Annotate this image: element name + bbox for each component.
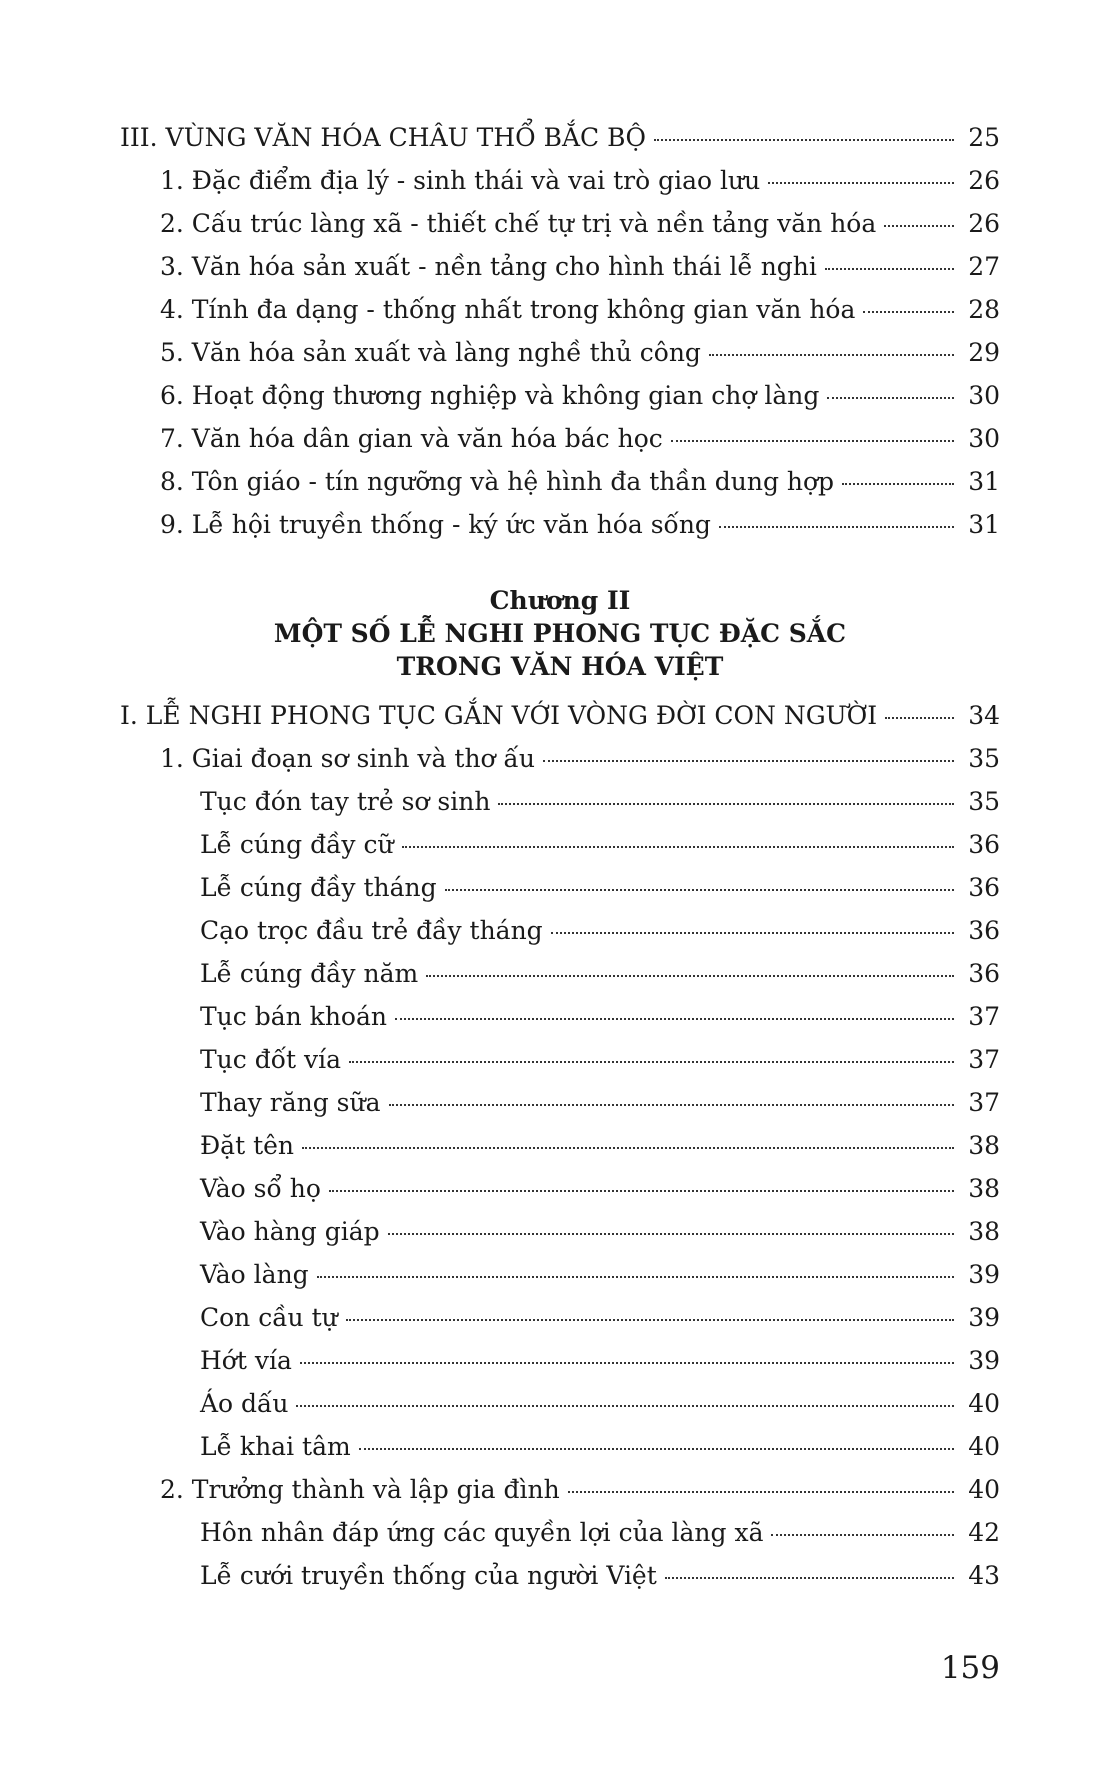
toc-entry-title: III. VÙNG VĂN HÓA CHÂU THỔ BẮC BỘ	[120, 123, 646, 152]
toc-entry-page: 26	[968, 209, 1000, 238]
toc-entry	[120, 159, 1000, 202]
toc-dot-leader	[654, 138, 954, 141]
toc-entry-title: Vào hàng giáp	[200, 1217, 380, 1246]
toc-entry	[120, 202, 1000, 245]
toc-entry-title: Vào làng	[200, 1260, 309, 1289]
toc-dot-leader	[395, 1017, 954, 1020]
toc-entry-page: 31	[968, 467, 1000, 496]
toc-entry-title: Lễ khai tâm	[200, 1432, 351, 1461]
toc-entry-title: Tục bán khoán	[200, 1002, 387, 1031]
toc-entry	[120, 694, 1000, 737]
toc-entry	[120, 1511, 1000, 1554]
toc-entry-title: 7. Văn hóa dân gian và văn hóa bác học	[160, 424, 663, 453]
toc-entry-page: 39	[968, 1260, 1000, 1289]
toc-entry-page: 37	[968, 1002, 1000, 1031]
toc-entry-page: 30	[968, 424, 1000, 453]
chapter-title-line-2: TRONG VĂN HÓA VIỆT	[396, 652, 724, 681]
toc-entry-title: Đặt tên	[200, 1131, 295, 1160]
toc-dot-leader	[389, 1103, 955, 1106]
toc-entry-title: 3. Văn hóa sản xuất - nền tảng cho hình thái lễ nghi	[160, 252, 817, 281]
toc-entry-title: Thay răng sữa	[200, 1088, 381, 1117]
toc-dot-leader	[388, 1232, 954, 1235]
toc-entry-page: 39	[968, 1303, 1000, 1332]
toc-entry-page: 36	[968, 959, 1000, 988]
toc-dot-leader	[885, 716, 954, 719]
toc-entry	[120, 1554, 1000, 1597]
toc-entry-page: 28	[968, 295, 1000, 324]
toc-entry-page: 43	[968, 1561, 1000, 1590]
toc-dot-leader	[568, 1490, 954, 1493]
toc-dot-leader	[402, 845, 954, 848]
toc-entry-title: Cạo trọc đầu trẻ đầy tháng	[200, 916, 543, 945]
toc-dot-leader	[863, 310, 954, 313]
toc-dot-leader	[317, 1275, 954, 1278]
toc-entry-page: 29	[968, 338, 1000, 367]
toc-entry-title: 1. Đặc điểm địa lý - sinh thái và vai trò giao lưu	[160, 166, 761, 195]
toc-dot-leader	[445, 888, 954, 891]
toc-dot-leader	[359, 1447, 954, 1450]
toc-dot-leader	[498, 802, 954, 805]
toc-entry-title: Lễ cúng đầy tháng	[200, 873, 437, 902]
toc-entry	[120, 909, 1000, 952]
toc-entry-title: 1. Giai đoạn sơ sinh và thơ ấu	[160, 744, 535, 773]
toc-entry-page: 26	[968, 166, 1000, 195]
toc-entry	[120, 503, 1000, 546]
toc-entry	[120, 116, 1000, 159]
toc-dot-leader	[719, 525, 954, 528]
toc-entry	[120, 1253, 1000, 1296]
toc-entry-page: 35	[968, 787, 1000, 816]
toc-entry	[120, 1339, 1000, 1382]
toc-entry	[120, 780, 1000, 823]
toc-dot-leader	[349, 1060, 954, 1063]
toc-dot-leader	[346, 1318, 954, 1321]
toc-dot-leader	[665, 1576, 954, 1579]
toc-entry-title: Hôn nhân đáp ứng các quyền lợi của làng xã	[200, 1518, 764, 1547]
toc-entry-title: Lễ cúng đầy năm	[200, 959, 419, 988]
toc-dot-leader	[543, 759, 954, 762]
toc-entry-page: 36	[968, 873, 1000, 902]
toc-entry-title: Lễ cúng đầy cữ	[200, 830, 394, 859]
toc-entry	[120, 952, 1000, 995]
toc-entry	[120, 288, 1000, 331]
toc-entry	[120, 1210, 1000, 1253]
toc-dot-leader	[302, 1146, 954, 1149]
toc-entry	[120, 1081, 1000, 1124]
toc-dot-leader	[827, 396, 954, 399]
toc-entry-page: 31	[968, 510, 1000, 539]
toc-entry-page: 42	[968, 1518, 1000, 1547]
toc-entry-page: 36	[968, 916, 1000, 945]
toc-entry-page: 37	[968, 1045, 1000, 1074]
toc-entry-page: 27	[968, 252, 1000, 281]
toc-entry	[120, 245, 1000, 288]
toc-entry-title: 2. Trưởng thành và lập gia đình	[160, 1475, 560, 1504]
toc-entry-title: Tục đốt vía	[200, 1045, 342, 1074]
toc-entry	[120, 1468, 1000, 1511]
toc-entry-title: 6. Hoạt động thương nghiệp và không gian chợ làng	[160, 381, 820, 410]
toc-section-after	[120, 694, 1000, 1597]
toc-entry-title: 5. Văn hóa sản xuất và làng nghề thủ công	[160, 338, 701, 367]
toc-entry	[120, 995, 1000, 1038]
chapter-label: Chương II	[489, 586, 631, 615]
toc-entry-page: 40	[968, 1389, 1000, 1418]
toc-entry-title: Tục đón tay trẻ sơ sinh	[200, 787, 491, 816]
toc-entry-title: 2. Cấu trúc làng xã - thiết chế tự trị và nền tảng văn hóa	[160, 209, 877, 238]
toc-entry	[120, 417, 1000, 460]
toc-entry-page: 39	[968, 1346, 1000, 1375]
toc-entry-title: 9. Lễ hội truyền thống - ký ức văn hóa sống	[160, 510, 711, 539]
toc-dot-leader	[296, 1404, 954, 1407]
toc-entry	[120, 1038, 1000, 1081]
toc-entry	[120, 1167, 1000, 1210]
toc-section-before	[120, 116, 1000, 546]
toc-entry	[120, 737, 1000, 780]
toc-entry	[120, 331, 1000, 374]
toc-entry-page: 30	[968, 381, 1000, 410]
toc-dot-leader	[426, 974, 954, 977]
toc-entry	[120, 460, 1000, 503]
toc-entry-page: 38	[968, 1131, 1000, 1160]
toc-dot-leader	[551, 931, 954, 934]
toc-entry	[120, 374, 1000, 417]
toc-dot-leader	[771, 1533, 954, 1536]
toc-entry	[120, 823, 1000, 866]
toc-dot-leader	[884, 224, 954, 227]
toc-entry-title: 4. Tính đa dạng - thống nhất trong không gian văn hóa	[160, 295, 856, 324]
toc-entry	[120, 866, 1000, 909]
page-number: 159	[940, 1650, 1000, 1686]
toc-entry-title: Hớt vía	[200, 1346, 292, 1375]
toc-entry-title: 8. Tôn giáo - tín ngưỡng và hệ hình đa thần dung hợp	[160, 467, 835, 496]
toc-dot-leader	[768, 181, 954, 184]
toc-entry-title: Vào sổ họ	[200, 1174, 321, 1203]
toc-entry-page: 38	[968, 1217, 1000, 1246]
chapter-heading	[120, 584, 1000, 683]
toc-dot-leader	[671, 439, 954, 442]
toc-entry-title: I. LỄ NGHI PHONG TỤC GẮN VỚI VÒNG ĐỜI CON NGƯỜI	[120, 701, 878, 730]
toc-entry-page: 36	[968, 830, 1000, 859]
toc-entry-title: Áo dấu	[200, 1389, 289, 1418]
toc-dot-leader	[300, 1361, 954, 1364]
toc-entry-page: 25	[968, 123, 1000, 152]
toc-entry-page: 40	[968, 1475, 1000, 1504]
toc-dot-leader	[329, 1189, 954, 1192]
toc-entry-title: Con cầu tự	[200, 1303, 338, 1332]
toc-entry	[120, 1425, 1000, 1468]
toc-entry-page: 38	[968, 1174, 1000, 1203]
toc-entry-page: 40	[968, 1432, 1000, 1461]
chapter-title-line-1: MỘT SỐ LỄ NGHI PHONG TỤC ĐẶC SẮC	[273, 619, 847, 648]
toc-entry-page: 34	[968, 701, 1000, 730]
toc-entry	[120, 1296, 1000, 1339]
toc-entry	[120, 1382, 1000, 1425]
toc-entry-title: Lễ cưới truyền thống của người Việt	[200, 1561, 657, 1590]
toc-dot-leader	[709, 353, 954, 356]
toc-entry	[120, 1124, 1000, 1167]
toc-dot-leader	[825, 267, 954, 270]
toc-entry-page: 37	[968, 1088, 1000, 1117]
toc-entry-page: 35	[968, 744, 1000, 773]
toc-dot-leader	[842, 482, 954, 485]
